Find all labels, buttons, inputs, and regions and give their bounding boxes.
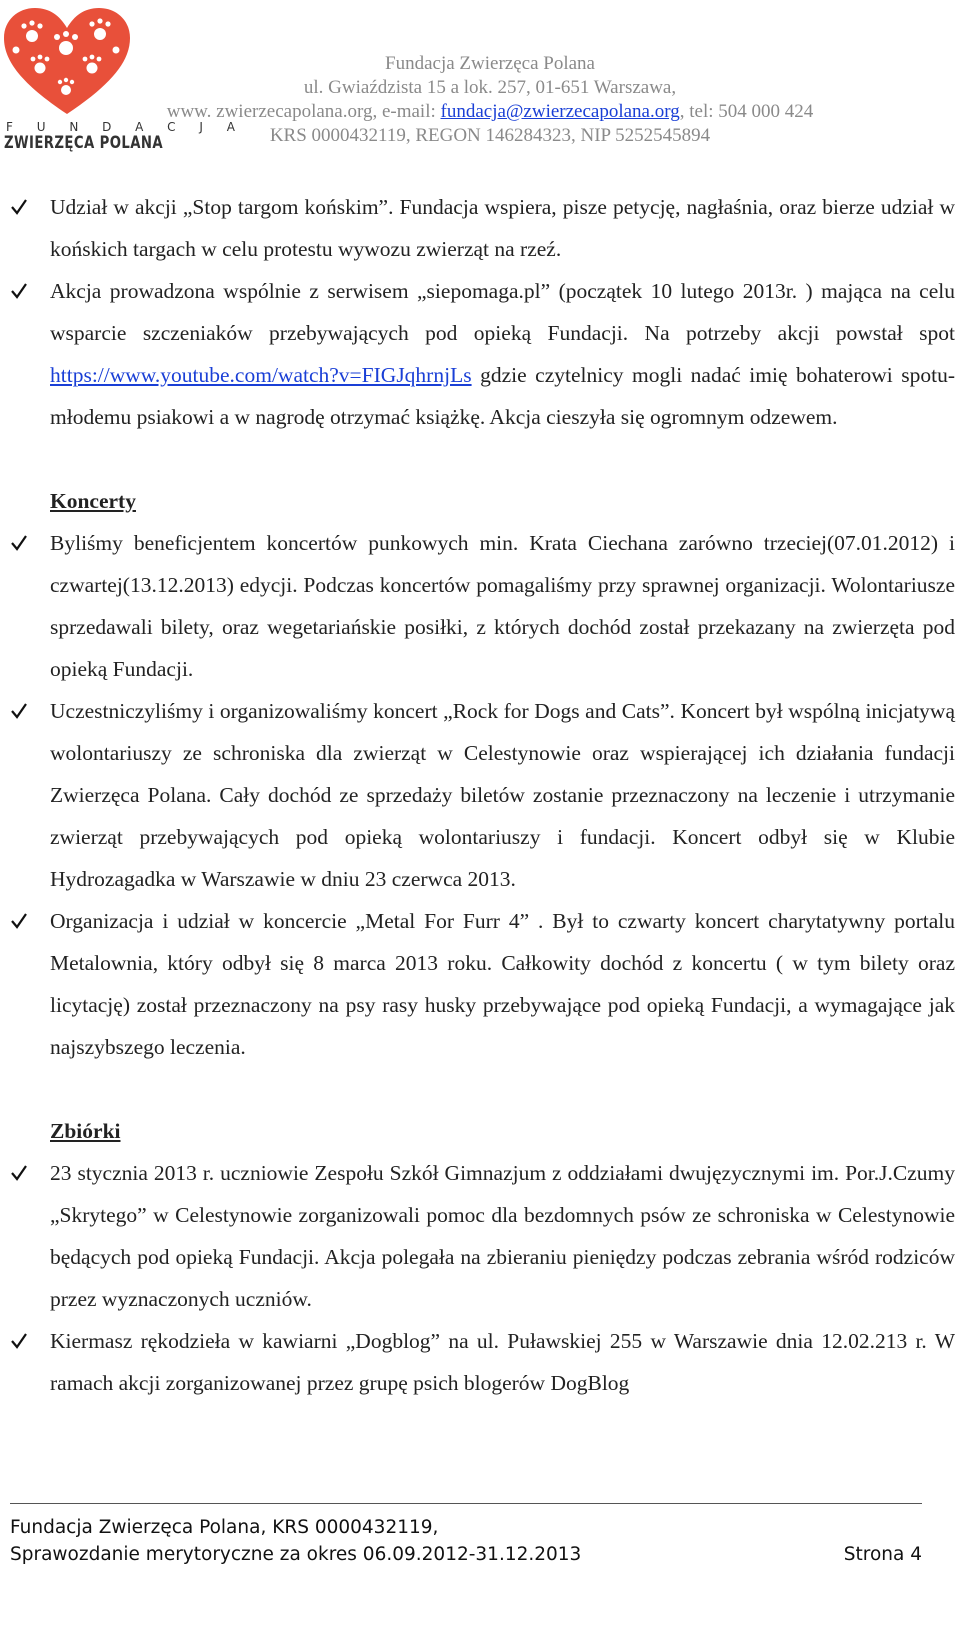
checkmark-icon [10,270,32,312]
footer-divider [10,1503,922,1504]
checkmark-icon [10,900,32,942]
list-item [10,1152,955,1320]
page-number: Strona 4 [843,1544,922,1565]
list-item [10,270,955,438]
contact-prefix: www. zwierzecapolana.org, e-mail: [166,101,441,122]
checkmark-icon [10,186,32,228]
logo-line-1: F U N D A C J A [6,120,245,134]
org-name: Fundacja Zwierzęca Polana [385,53,595,74]
youtube-link[interactable]: https://www.youtube.com/watch?v=FIGJqhrnjLs [50,363,472,387]
list-item-text: Akcja prowadzona wspólnie z serwisem „siepomaga.pl” (początek 10 lutego 2013r. ) mająca na celu wsparcie szczeniaków przebywających pod opieką Fundacji. Na potrzeby akcji powstał spot [50,279,955,345]
list-item [10,1320,955,1404]
list-item-text: Uczestniczyliśmy i organizowaliśmy koncert „Rock for Dogs and Cats”. Koncert był wspólną inicjatywą wolontariuszy ze schroniska dla zwierząt w Celestynowie oraz wspierającej ich działania fundacji Zwierzęca Polana. Cały dochód ze sprzedaży biletów zostanie przeznaczony na leczenie i utrzymanie zwierząt przebywających pod opieką wolontariuszy i fundacji. Koncert odbył się w Klubie Hydrozagadka w Warszawie w dniu 23 czerwca 2013. [50,699,955,891]
org-address: ul. Gwiaździsta 15 a lok. 257, 01-651 Warszawa, [303,77,677,98]
page-footer [10,1514,922,1568]
org-registry: KRS 0000432119, REGON 146284323, NIP 5252545894 [269,125,711,146]
list-item [10,690,955,900]
checkmark-icon [10,1320,32,1362]
list-item [10,522,955,690]
foundation-logo [2,6,245,154]
section-title-collections: Zbiórki [50,1119,121,1143]
list-item-text: Organizacja i udział w koncercie „Metal For Furr 4” . Był to czwarty koncert charytatywny portalu Metalownia, który odbył się 8 marca 2013 roku. Całkowity dochód z koncertu ( w tym bilety oraz licytację) został przeznaczony na psy rasy husky przebywające pod opieką Fundacji, a wymagające jak najszybszego leczenia. [50,909,955,1059]
section-title-concerts: Koncerty [50,489,136,513]
list-item-text: Udział w akcji „Stop targom końskim”. Fundacja wspiera, pisze petycję, nagłaśnia, oraz bierze udział w końskich targach w celu protestu wywozu zwierząt na rzeź. [50,195,955,261]
letterhead [130,52,850,148]
checkmark-icon [10,690,32,732]
list-item-text: Kiermasz rękodzieła w kawiarni „Dogblog” na ul. Puławskiej 255 w Warszawie dnia 12.02.213 r. W ramach akcji zorganizowanej przez grupę psich blogerów DogBlog [50,1329,955,1395]
list-item [10,900,955,1068]
list-item-text: gdzie czytelnicy mogli nadać imię bohaterowi spotu- młodemu psiakowi a w nagrodę otrzymać książkę. Akcja cieszyła się ogromnym odzewem. [50,363,955,429]
report-content [10,186,955,1404]
email-link[interactable]: fundacja@zwierzecapolana.org [440,101,680,122]
heart-paw-icon [2,6,132,118]
footer-line-1: Fundacja Zwierzęca Polana, KRS 0000432119, [10,1517,439,1538]
footer-line-2: Sprawozdanie merytoryczne za okres 06.09.2012-31.12.2013 [10,1544,582,1565]
list-item-text: 23 stycznia 2013 r. uczniowie Zespołu Szkół Gimnazjum z oddziałami dwujęzycznymi im. Por.J.Czumy „Skrytego” w Celestynowie zorganizowali pomoc dla bezdomnych psów ze schroniska w Celestynowie będących pod opieką Fundacji. Akcja polegała na zbieraniu pieniędzy podczas zebrania wśród rodziców przez wyznaczonych uczniów. [50,1161,955,1311]
checkmark-icon [10,522,32,564]
logo-line-2: ZWIERZĘCA POLANA [4,133,164,153]
list-item [10,186,955,270]
list-item-text: Byliśmy beneficjentem koncertów punkowych min. Krata Ciechana zarówno trzeciej(07.01.2012) i czwartej(13.12.2013) edycji. Podczas koncertów pomagaliśmy przy sprawnej organizacji. Wolontariusze sprzedawali bilety, oraz wegetariańskie posiłki, z których dochód został przekazany na zwierzęta pod opieką Fundacji. [50,531,955,681]
checkmark-icon [10,1152,32,1194]
contact-suffix: , tel: 504 000 424 [679,101,814,122]
org-contact [130,100,850,124]
